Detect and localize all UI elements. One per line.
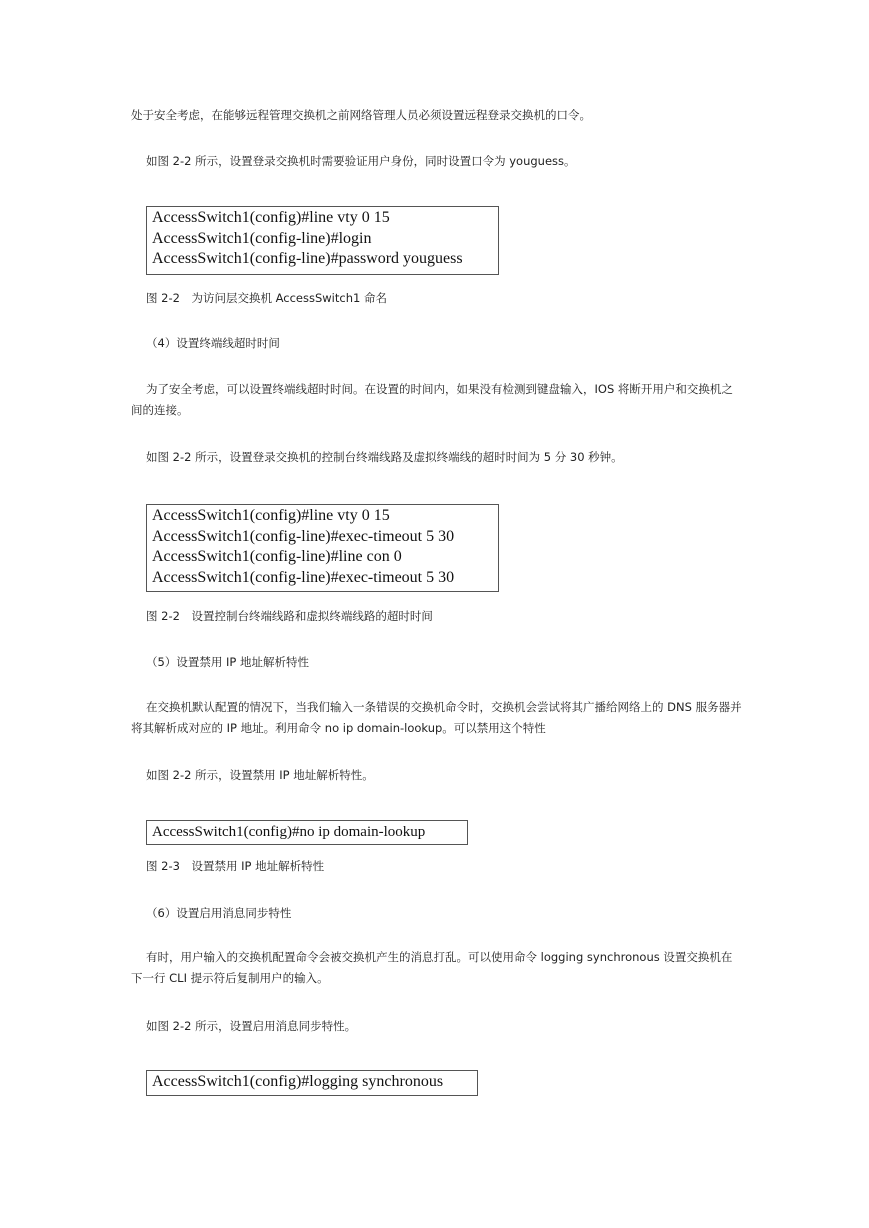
paragraph-figure-ref-sync: 如图 2-2 所示，设置启用消息同步特性。 <box>146 1019 357 1033</box>
paragraph-figure-ref-dns: 如图 2-2 所示，设置禁用 IP 地址解析特性。 <box>146 768 374 782</box>
figure-caption: 图 2-3 设置禁用 IP 地址解析特性 <box>146 859 325 873</box>
code-line: AccessSwitch1(config)#logging synchronous <box>152 1073 444 1090</box>
figure-caption: 图 2-2 为访问层交换机 AccessSwitch1 命名 <box>146 291 387 305</box>
code-line: AccessSwitch1(config)#no ip domain-lookup <box>152 824 426 840</box>
code-line: AccessSwitch1(config-line)#login <box>152 229 372 247</box>
paragraph-dns-intro: 在交换机默认配置的情况下，当我们输入一条错误的交换机命令时，交换机会尝试将其广播给网络上的 DNS 服务器并将其解析成对应的 IP 地址。利用命令 no ip domain-lookup。可以禁用这个特性 <box>131 700 742 735</box>
paragraph-sync-intro: 有时，用户输入的交换机配置命令会被交换机产生的消息打乱。可以使用命令 logging synchronous 设置交换机在下一行 CLI 提示符后复制用户的输入。 <box>131 950 733 985</box>
code-line: AccessSwitch1(config-line)#exec-timeout 5 30 <box>152 568 455 586</box>
paragraph-figure-ref-password: 如图 2-2 所示，设置登录交换机时需要验证用户身份，同时设置口令为 youguess。 <box>146 154 576 168</box>
code-block-logging-sync <box>146 1070 478 1096</box>
section-heading-4: （4）设置终端线超时时间 <box>146 336 280 350</box>
code-block-password <box>146 206 499 275</box>
code-block-timeout <box>146 504 499 592</box>
paragraph-timeout-intro: 为了安全考虑，可以设置终端线超时时间。在设置的时间内，如果没有检测到键盘输入，IOS 将断开用户和交换机之间的连接。 <box>131 382 733 417</box>
code-line: AccessSwitch1(config)#line vty 0 15 <box>152 209 390 226</box>
code-line: AccessSwitch1(config)#line vty 0 15 <box>152 507 390 524</box>
code-line: AccessSwitch1(config-line)#line con 0 <box>152 548 402 565</box>
code-block-domain-lookup <box>146 820 468 845</box>
section-heading-6: （6）设置启用消息同步特性 <box>146 906 292 920</box>
paragraph-intro: 处于安全考虑，在能够远程管理交换机之前网络管理人员必须设置远程登录交换机的口令。 <box>131 108 591 122</box>
section-heading-5: （5）设置禁用 IP 地址解析特性 <box>146 655 309 669</box>
code-line: AccessSwitch1(config-line)#exec-timeout 5 30 <box>152 527 455 545</box>
code-line: AccessSwitch1(config-line)#password youguess <box>152 250 463 267</box>
figure-caption: 图 2-2 设置控制台终端线路和虚拟终端线路的超时时间 <box>146 609 433 623</box>
paragraph-figure-ref-timeout: 如图 2-2 所示，设置登录交换机的控制台终端线路及虚拟终端线的超时时间为 5 分 30 秒钟。 <box>146 450 623 464</box>
